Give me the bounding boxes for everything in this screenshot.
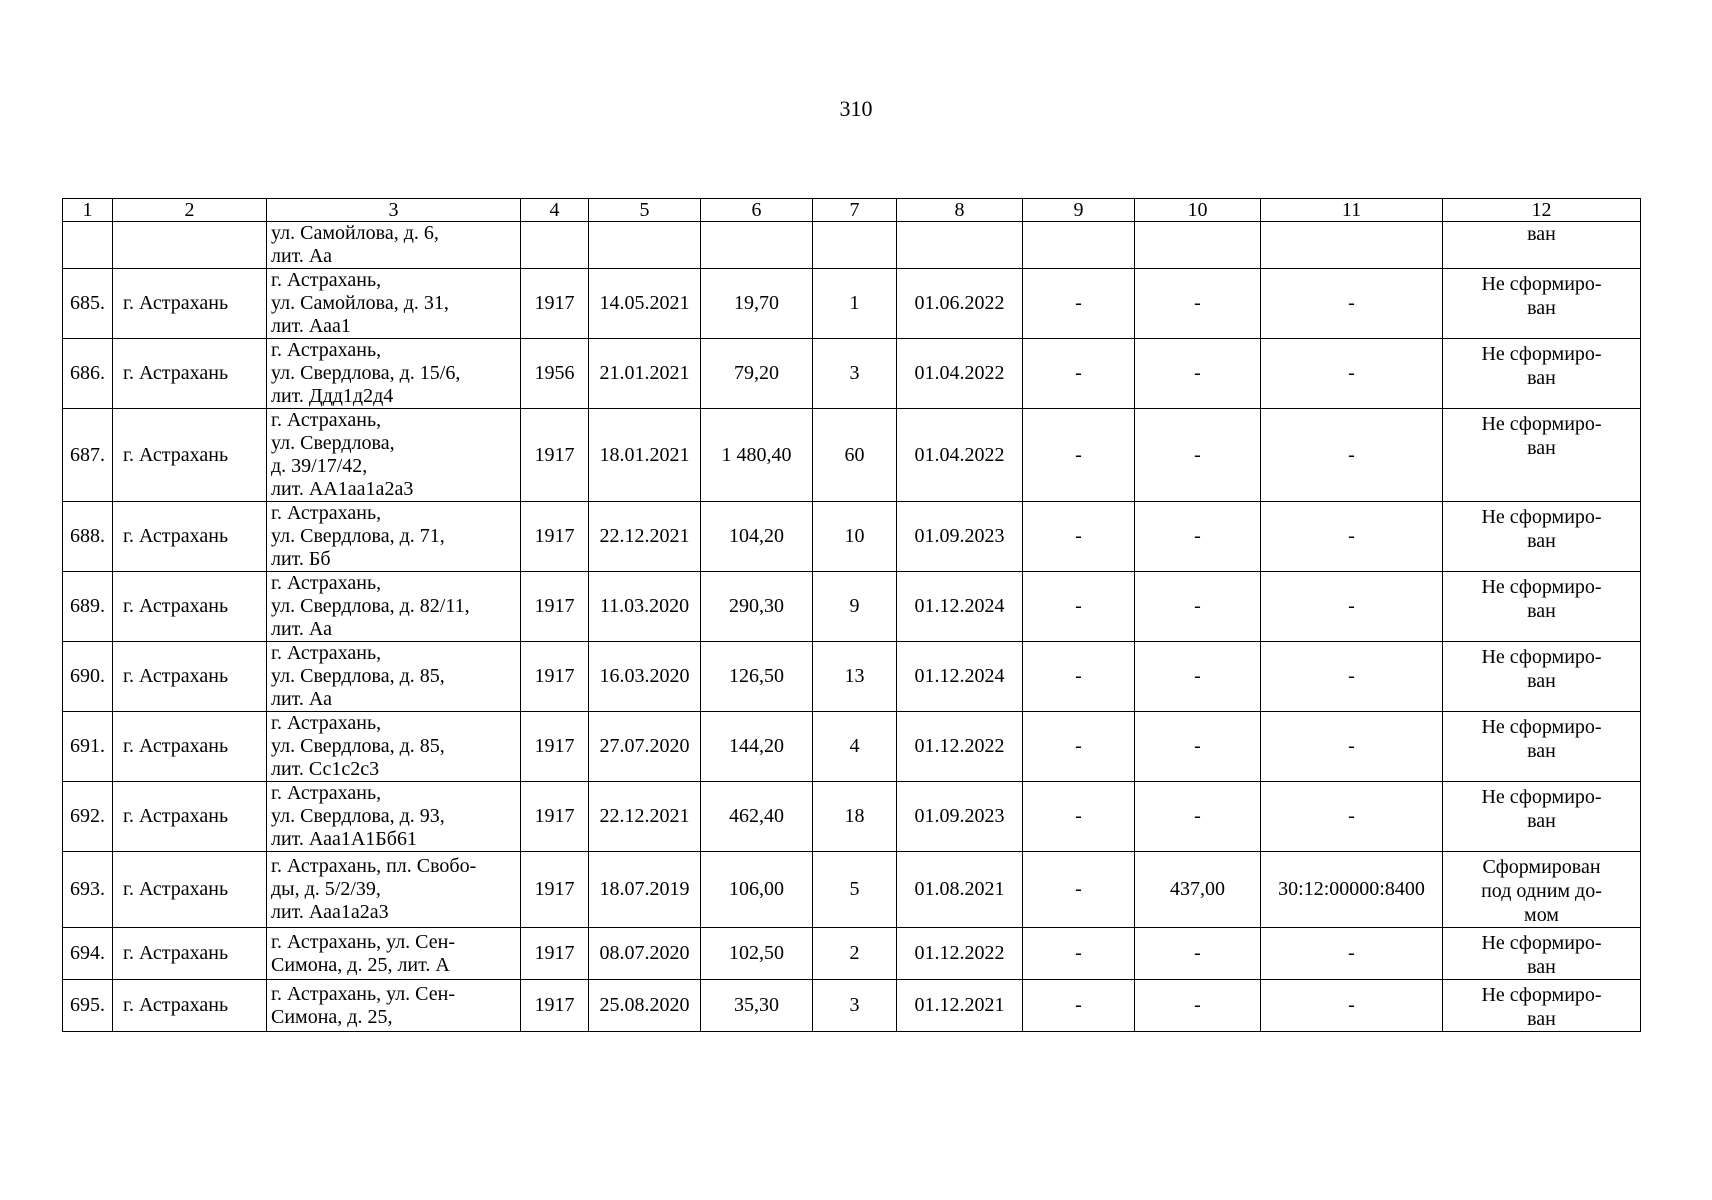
- year-cell: 1917: [521, 928, 589, 980]
- land-status-cell: [1443, 712, 1641, 782]
- land-status-cell-line: ван: [1527, 956, 1556, 978]
- year-cell: 1917: [521, 852, 589, 928]
- year-cell: 1956: [521, 339, 589, 409]
- count-cell: 9: [813, 572, 897, 642]
- year-cell: 1917: [521, 409, 589, 502]
- column-header-6: 6: [701, 199, 813, 222]
- year-cell: 1917: [521, 269, 589, 339]
- address-cell-line: ул. Свердлова, д. 85,: [271, 735, 445, 757]
- row-number-cell: 685.: [63, 269, 113, 339]
- address-cell: [267, 339, 521, 409]
- table-body: [63, 222, 1641, 1032]
- address-cell-line: ул. Свердлова, д. 71,: [271, 525, 445, 547]
- area-cell: 19,70: [701, 269, 813, 339]
- registry-table-container: [62, 198, 1640, 1032]
- land-status-cell-line: Не сформиро-: [1481, 716, 1602, 738]
- cadastral-number-cell: -: [1261, 572, 1443, 642]
- city-cell: г. Астрахань: [113, 852, 267, 928]
- land-status-cell-line: ван: [1527, 670, 1556, 692]
- land-status-cell: [1443, 782, 1641, 852]
- registry-table: [62, 198, 1641, 1032]
- land-status-cell-line: ван: [1527, 530, 1556, 552]
- address-cell: [267, 712, 521, 782]
- date-cell: 11.03.2020: [589, 572, 701, 642]
- city-cell: г. Астрахань: [113, 980, 267, 1032]
- land-status-cell: [1443, 642, 1641, 712]
- year-cell: [521, 222, 589, 269]
- land-status-cell-line: ван: [1527, 1008, 1556, 1030]
- address-cell-line: лит. Ааа1А1Бб61: [271, 828, 417, 850]
- column-header-4: 4: [521, 199, 589, 222]
- count-cell: 5: [813, 852, 897, 928]
- count-cell: 60: [813, 409, 897, 502]
- deadline-cell: 01.04.2022: [897, 409, 1023, 502]
- table-row: [63, 642, 1641, 712]
- column-header-2: 2: [113, 199, 267, 222]
- land-status-cell-line: ван: [1527, 297, 1556, 319]
- year-cell: 1917: [521, 502, 589, 572]
- land-status-cell: [1443, 980, 1641, 1032]
- area-cell: 35,30: [701, 980, 813, 1032]
- area-cell: 106,00: [701, 852, 813, 928]
- address-cell-line: г. Астрахань, ул. Сен-: [271, 930, 455, 953]
- column-9-cell: -: [1023, 980, 1135, 1032]
- cadastral-number-cell: -: [1261, 339, 1443, 409]
- row-number-cell: 688.: [63, 502, 113, 572]
- date-cell: 08.07.2020: [589, 928, 701, 980]
- year-cell: 1917: [521, 782, 589, 852]
- address-cell-line: лит. Аа: [271, 688, 332, 710]
- deadline-cell: 01.09.2023: [897, 502, 1023, 572]
- column-header-3: 3: [267, 199, 521, 222]
- column-header-8: 8: [897, 199, 1023, 222]
- page-number: 310: [839, 96, 873, 121]
- table-row: [63, 222, 1641, 269]
- year-cell: 1917: [521, 642, 589, 712]
- land-status-cell-line: ван: [1527, 223, 1556, 245]
- address-cell-line: Симона, д. 25,: [271, 1005, 393, 1028]
- deadline-cell: 01.12.2022: [897, 928, 1023, 980]
- land-status-cell-line: мом: [1524, 904, 1559, 926]
- table-row: [63, 502, 1641, 572]
- cadastral-number-cell: -: [1261, 782, 1443, 852]
- date-cell: 22.12.2021: [589, 782, 701, 852]
- city-cell: г. Астрахань: [113, 269, 267, 339]
- land-status-cell: [1443, 222, 1641, 269]
- area-cell: 290,30: [701, 572, 813, 642]
- column-header-7: 7: [813, 199, 897, 222]
- land-status-cell-line: Не сформиро-: [1481, 646, 1602, 668]
- land-status-cell-line: Не сформиро-: [1481, 273, 1602, 295]
- deadline-cell: 01.12.2022: [897, 712, 1023, 782]
- address-cell: [267, 222, 521, 269]
- row-number-cell: [63, 222, 113, 269]
- row-number-cell: 686.: [63, 339, 113, 409]
- address-cell-line: д. 39/17/42,: [271, 455, 368, 477]
- column-header-11: 11: [1261, 199, 1443, 222]
- address-cell-line: г. Астрахань, пл. Свобо-: [271, 855, 477, 877]
- address-cell: [267, 852, 521, 928]
- column-9-cell: [1023, 222, 1135, 269]
- column-9-cell: -: [1023, 712, 1135, 782]
- area-cell: 104,20: [701, 502, 813, 572]
- area-cell: 79,20: [701, 339, 813, 409]
- row-number-cell: 693.: [63, 852, 113, 928]
- table-row: [63, 269, 1641, 339]
- count-cell: 3: [813, 339, 897, 409]
- address-cell-line: г. Астрахань,: [271, 502, 382, 524]
- land-status-cell-line: под одним до-: [1481, 880, 1602, 902]
- city-cell: г. Астрахань: [113, 782, 267, 852]
- address-cell: [267, 928, 521, 980]
- address-cell-line: г. Астрахань, ул. Сен-: [271, 982, 455, 1005]
- date-cell: 25.08.2020: [589, 980, 701, 1032]
- table-row: [63, 782, 1641, 852]
- column-10-cell: -: [1135, 980, 1261, 1032]
- column-9-cell: -: [1023, 269, 1135, 339]
- cadastral-number-cell: -: [1261, 642, 1443, 712]
- address-cell-line: г. Астрахань,: [271, 572, 382, 594]
- area-cell: 1 480,40: [701, 409, 813, 502]
- header-row: [63, 199, 1641, 222]
- land-status-cell-line: Не сформиро-: [1481, 413, 1602, 435]
- column-header-9: 9: [1023, 199, 1135, 222]
- city-cell: г. Астрахань: [113, 642, 267, 712]
- address-cell-line: ул. Свердлова, д. 93,: [271, 805, 445, 827]
- cadastral-number-cell: -: [1261, 980, 1443, 1032]
- column-9-cell: -: [1023, 339, 1135, 409]
- cadastral-number-cell: -: [1261, 502, 1443, 572]
- land-status-cell: [1443, 409, 1641, 502]
- land-status-cell-line: ван: [1527, 810, 1556, 832]
- column-header-5: 5: [589, 199, 701, 222]
- land-status-cell-line: ван: [1527, 437, 1556, 459]
- column-9-cell: -: [1023, 502, 1135, 572]
- table-row: [63, 980, 1641, 1032]
- land-status-cell-line: Не сформиро-: [1481, 984, 1602, 1006]
- cadastral-number-cell: [1261, 222, 1443, 269]
- deadline-cell: 01.06.2022: [897, 269, 1023, 339]
- address-cell: [267, 409, 521, 502]
- address-cell: [267, 642, 521, 712]
- area-cell: 144,20: [701, 712, 813, 782]
- column-9-cell: -: [1023, 928, 1135, 980]
- land-status-cell: [1443, 572, 1641, 642]
- land-status-cell-line: ван: [1527, 367, 1556, 389]
- address-cell-line: лит. Сс1с2с3: [271, 758, 380, 780]
- column-10-cell: -: [1135, 339, 1261, 409]
- address-cell: [267, 980, 521, 1032]
- table-row: [63, 852, 1641, 928]
- column-9-cell: -: [1023, 409, 1135, 502]
- count-cell: 18: [813, 782, 897, 852]
- year-cell: 1917: [521, 572, 589, 642]
- count-cell: 10: [813, 502, 897, 572]
- table-row: [63, 928, 1641, 980]
- count-cell: 4: [813, 712, 897, 782]
- city-cell: г. Астрахань: [113, 502, 267, 572]
- deadline-cell: 01.12.2021: [897, 980, 1023, 1032]
- city-cell: г. Астрахань: [113, 339, 267, 409]
- count-cell: 2: [813, 928, 897, 980]
- address-cell-line: г. Астрахань,: [271, 642, 382, 664]
- address-cell-line: ул. Свердлова, д. 15/6,: [271, 362, 461, 384]
- row-number-cell: 689.: [63, 572, 113, 642]
- column-10-cell: -: [1135, 712, 1261, 782]
- address-cell-line: г. Астрахань,: [271, 339, 382, 361]
- area-cell: 102,50: [701, 928, 813, 980]
- date-cell: 21.01.2021: [589, 339, 701, 409]
- land-status-cell: [1443, 339, 1641, 409]
- cadastral-number-cell: -: [1261, 712, 1443, 782]
- table-row: [63, 409, 1641, 502]
- address-cell-line: лит. Ааа1: [271, 315, 351, 337]
- address-cell-line: г. Астрахань,: [271, 269, 382, 291]
- column-10-cell: -: [1135, 782, 1261, 852]
- address-cell-line: ул. Свердлова,: [271, 432, 395, 454]
- address-cell-line: лит. Ааа1а2а3: [271, 901, 389, 923]
- count-cell: 3: [813, 980, 897, 1032]
- address-cell-line: ул. Самойлова, д. 6,: [271, 222, 439, 244]
- address-cell: [267, 269, 521, 339]
- deadline-cell: 01.09.2023: [897, 782, 1023, 852]
- address-cell-line: г. Астрахань,: [271, 409, 382, 431]
- address-cell-line: Симона, д. 25, лит. А: [271, 953, 450, 976]
- column-10-cell: -: [1135, 928, 1261, 980]
- date-cell: 22.12.2021: [589, 502, 701, 572]
- land-status-cell-line: ван: [1527, 600, 1556, 622]
- row-number-cell: 687.: [63, 409, 113, 502]
- row-number-cell: 692.: [63, 782, 113, 852]
- column-header-10: 10: [1135, 199, 1261, 222]
- address-cell-line: ул. Свердлова, д. 85,: [271, 665, 445, 687]
- count-cell: 1: [813, 269, 897, 339]
- column-9-cell: -: [1023, 642, 1135, 712]
- city-cell: [113, 222, 267, 269]
- table-row: [63, 572, 1641, 642]
- land-status-cell-line: Не сформиро-: [1481, 343, 1602, 365]
- address-cell-line: лит. Аа: [271, 618, 332, 640]
- address-cell: [267, 572, 521, 642]
- date-cell: 18.07.2019: [589, 852, 701, 928]
- address-cell-line: г. Астрахань,: [271, 712, 382, 734]
- table-header: [63, 199, 1641, 222]
- address-cell: [267, 782, 521, 852]
- address-cell-line: лит. Ддд1д2д4: [271, 385, 394, 407]
- area-cell: 462,40: [701, 782, 813, 852]
- column-header-12: 12: [1443, 199, 1641, 222]
- address-cell-line: г. Астрахань,: [271, 782, 382, 804]
- column-10-cell: -: [1135, 269, 1261, 339]
- land-status-cell-line: Не сформиро-: [1481, 506, 1602, 528]
- deadline-cell: [897, 222, 1023, 269]
- land-status-cell: [1443, 269, 1641, 339]
- table-row: [63, 339, 1641, 409]
- city-cell: г. Астрахань: [113, 409, 267, 502]
- land-status-cell: [1443, 928, 1641, 980]
- row-number-cell: 690.: [63, 642, 113, 712]
- land-status-cell-line: ван: [1527, 740, 1556, 762]
- deadline-cell: 01.04.2022: [897, 339, 1023, 409]
- date-cell: [589, 222, 701, 269]
- deadline-cell: 01.12.2024: [897, 572, 1023, 642]
- column-10-cell: -: [1135, 409, 1261, 502]
- year-cell: 1917: [521, 712, 589, 782]
- land-status-cell-line: Не сформиро-: [1481, 576, 1602, 598]
- date-cell: 14.05.2021: [589, 269, 701, 339]
- date-cell: 18.01.2021: [589, 409, 701, 502]
- address-cell-line: лит. АА1аа1а2а3: [271, 478, 414, 500]
- city-cell: г. Астрахань: [113, 572, 267, 642]
- address-cell-line: ды, д. 5/2/39,: [271, 878, 381, 900]
- row-number-cell: 694.: [63, 928, 113, 980]
- address-cell-line: ул. Свердлова, д. 82/11,: [271, 595, 470, 617]
- cadastral-number-cell: -: [1261, 269, 1443, 339]
- column-9-cell: -: [1023, 782, 1135, 852]
- column-9-cell: -: [1023, 852, 1135, 928]
- column-10-cell: -: [1135, 572, 1261, 642]
- year-cell: 1917: [521, 980, 589, 1032]
- cadastral-number-cell: 30:12:00000:8400: [1261, 852, 1443, 928]
- date-cell: 16.03.2020: [589, 642, 701, 712]
- city-cell: г. Астрахань: [113, 712, 267, 782]
- area-cell: [701, 222, 813, 269]
- count-cell: 13: [813, 642, 897, 712]
- cadastral-number-cell: -: [1261, 928, 1443, 980]
- column-10-cell: -: [1135, 502, 1261, 572]
- area-cell: 126,50: [701, 642, 813, 712]
- column-9-cell: -: [1023, 572, 1135, 642]
- deadline-cell: 01.12.2024: [897, 642, 1023, 712]
- column-10-cell: [1135, 222, 1261, 269]
- column-10-cell: -: [1135, 642, 1261, 712]
- land-status-cell: [1443, 502, 1641, 572]
- deadline-cell: 01.08.2021: [897, 852, 1023, 928]
- land-status-cell-line: Сформирован: [1482, 856, 1601, 878]
- date-cell: 27.07.2020: [589, 712, 701, 782]
- cadastral-number-cell: -: [1261, 409, 1443, 502]
- address-cell-line: лит. Аа: [271, 245, 332, 267]
- city-cell: г. Астрахань: [113, 928, 267, 980]
- column-header-1: 1: [63, 199, 113, 222]
- land-status-cell-line: Не сформиро-: [1481, 932, 1602, 954]
- address-cell-line: лит. Бб: [271, 548, 331, 570]
- row-number-cell: 695.: [63, 980, 113, 1032]
- column-10-cell: 437,00: [1135, 852, 1261, 928]
- table-row: [63, 712, 1641, 782]
- address-cell: [267, 502, 521, 572]
- row-number-cell: 691.: [63, 712, 113, 782]
- land-status-cell: [1443, 852, 1641, 928]
- count-cell: [813, 222, 897, 269]
- land-status-cell-line: Не сформиро-: [1481, 786, 1602, 808]
- address-cell-line: ул. Самойлова, д. 31,: [271, 292, 449, 314]
